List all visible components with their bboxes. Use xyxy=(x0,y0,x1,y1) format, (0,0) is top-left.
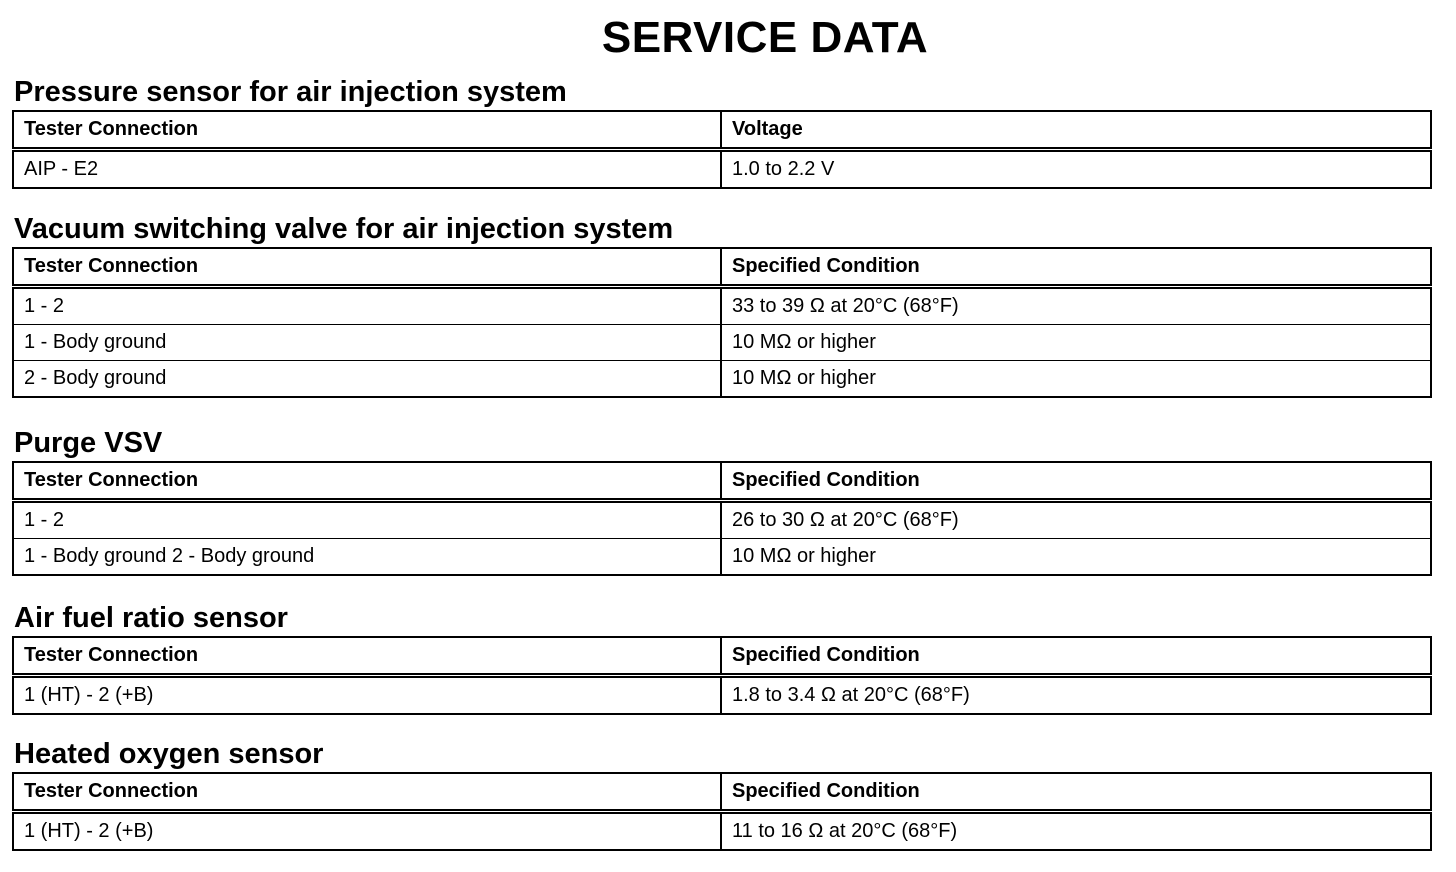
column-header-value: Voltage xyxy=(721,111,1431,150)
table-row xyxy=(13,325,1431,361)
column-header-tester-connection: Tester Connection xyxy=(13,462,721,501)
table-header-row xyxy=(13,637,1431,676)
tester-connection-cell: 1 (HT) - 2 (+B) xyxy=(13,812,721,851)
tester-connection-cell: 1 - 2 xyxy=(13,287,721,325)
table-header-row xyxy=(13,773,1431,812)
value-cell: 11 to 16 Ω at 20°C (68°F) xyxy=(721,812,1431,851)
tester-connection-cell: 1 - Body ground xyxy=(13,325,721,361)
table-row xyxy=(13,287,1431,325)
value-cell: 33 to 39 Ω at 20°C (68°F) xyxy=(721,287,1431,325)
column-header-tester-connection: Tester Connection xyxy=(13,248,721,287)
spec-table xyxy=(12,461,1432,576)
column-header-tester-connection: Tester Connection xyxy=(13,111,721,150)
column-header-value: Specified Condition xyxy=(721,773,1431,812)
table-row xyxy=(13,150,1431,189)
tester-connection-cell: 1 - 2 xyxy=(13,501,721,539)
table-header-row xyxy=(13,248,1431,287)
column-header-tester-connection: Tester Connection xyxy=(13,637,721,676)
column-header-value: Specified Condition xyxy=(721,462,1431,501)
value-cell: 10 MΩ or higher xyxy=(721,325,1431,361)
section-title: Air fuel ratio sensor xyxy=(14,602,288,634)
section-heated-oxygen-sensor xyxy=(12,736,1430,851)
value-cell: 10 MΩ or higher xyxy=(721,361,1431,398)
section-purge-vsv xyxy=(12,425,1430,576)
tester-connection-cell: AIP - E2 xyxy=(13,150,721,189)
value-cell: 26 to 30 Ω at 20°C (68°F) xyxy=(721,501,1431,539)
tester-connection-cell: 2 - Body ground xyxy=(13,361,721,398)
page-title: SERVICE DATA xyxy=(601,13,929,62)
section-title: Pressure sensor for air injection system xyxy=(14,76,567,108)
table-row xyxy=(13,676,1431,715)
value-cell: 1.0 to 2.2 V xyxy=(721,150,1431,189)
section-air-fuel-ratio-sensor xyxy=(12,600,1430,715)
section-title: Purge VSV xyxy=(14,427,163,459)
table-header-row xyxy=(13,462,1431,501)
table-row xyxy=(13,361,1431,398)
spec-table xyxy=(12,247,1432,398)
table-row xyxy=(13,501,1431,539)
column-header-value: Specified Condition xyxy=(721,248,1431,287)
tester-connection-cell: 1 - Body ground 2 - Body ground xyxy=(13,539,721,576)
section-title: Vacuum switching valve for air injection system xyxy=(14,213,674,245)
table-row xyxy=(13,539,1431,576)
table-header-row xyxy=(13,111,1431,150)
tester-connection-cell: 1 (HT) - 2 (+B) xyxy=(13,676,721,715)
section-pressure-sensor xyxy=(12,74,1430,189)
value-cell: 1.8 to 3.4 Ω at 20°C (68°F) xyxy=(721,676,1431,715)
section-title: Heated oxygen sensor xyxy=(14,738,324,770)
spec-table xyxy=(12,772,1432,851)
section-vacuum-switching-valve xyxy=(12,211,1430,398)
column-header-tester-connection: Tester Connection xyxy=(13,773,721,812)
table-row xyxy=(13,812,1431,851)
spec-table xyxy=(12,110,1432,189)
value-cell: 10 MΩ or higher xyxy=(721,539,1431,576)
spec-table xyxy=(12,636,1432,715)
column-header-value: Specified Condition xyxy=(721,637,1431,676)
